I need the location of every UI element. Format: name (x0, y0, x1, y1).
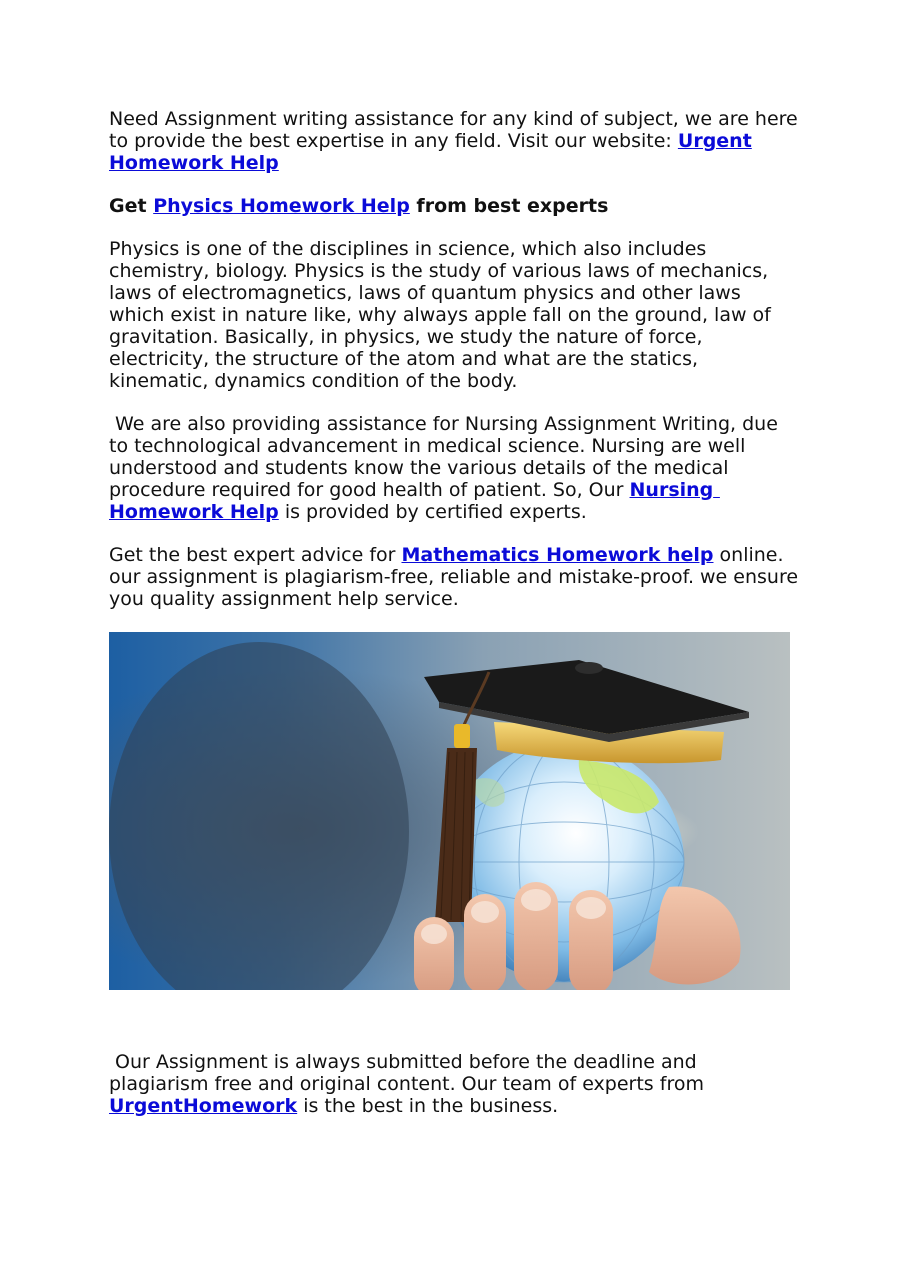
nursing-homework-help-link[interactable]: Nursing Homework Help (109, 479, 720, 523)
physics-homework-help-link[interactable]: Physics Homework Help (153, 195, 410, 217)
heading-prefix: Get (109, 195, 154, 217)
physics-heading (109, 195, 799, 217)
closing-paragraph (109, 1051, 799, 1117)
document-body (109, 108, 799, 631)
math-text: Get the best expert advice for (109, 544, 402, 566)
graduation-globe-illustration (109, 632, 790, 990)
intro-text: Need Assignment writing assistance for any kind of subject, we are here to provide the best expertise in any field. Visit our website: (109, 108, 798, 152)
math-text-after: online. our assignment is plagiarism-free, reliable and mistake-proof. we ensure you quality assignment help service. (109, 544, 799, 610)
nursing-text: We are also providing assistance for Nursing Assignment Writing, due to technological advancement in medical science. Nursing are well understood and students know the various details of the medical procedure required for good health of patient. So, Our (109, 413, 784, 501)
urgenthomework-link[interactable]: UrgentHomework (109, 1095, 298, 1117)
closing-text-after: is the best in the business. (297, 1095, 559, 1117)
graduation-globe-image (109, 632, 790, 990)
urgent-homework-help-link[interactable]: Urgent Homework Help (109, 130, 752, 174)
heading-suffix: from best experts (409, 195, 609, 217)
physics-paragraph: Physics is one of the disciplines in science, which also includes chemistry, biology. Physics is the study of various laws of mechanics, laws of electromagnetics, laws of quantum physics and other laws which exist in nature like, why always apple fall on the ground, law of gravitation. Basically, in physics, we study the nature of force, electricity, the structure of the atom and what are the statics, kinematic, dynamics condition of the body. (109, 238, 771, 392)
intro-paragraph (109, 108, 799, 174)
nursing-text-after: is provided by certified experts. (278, 501, 587, 523)
nursing-paragraph (109, 413, 799, 523)
closing-text: Our Assignment is always submitted before the deadline and plagiarism free and original content. Our team of experts from (109, 1051, 711, 1095)
mathematics-homework-help-link[interactable]: Mathematics Homework help (401, 544, 714, 566)
math-paragraph (109, 544, 799, 610)
